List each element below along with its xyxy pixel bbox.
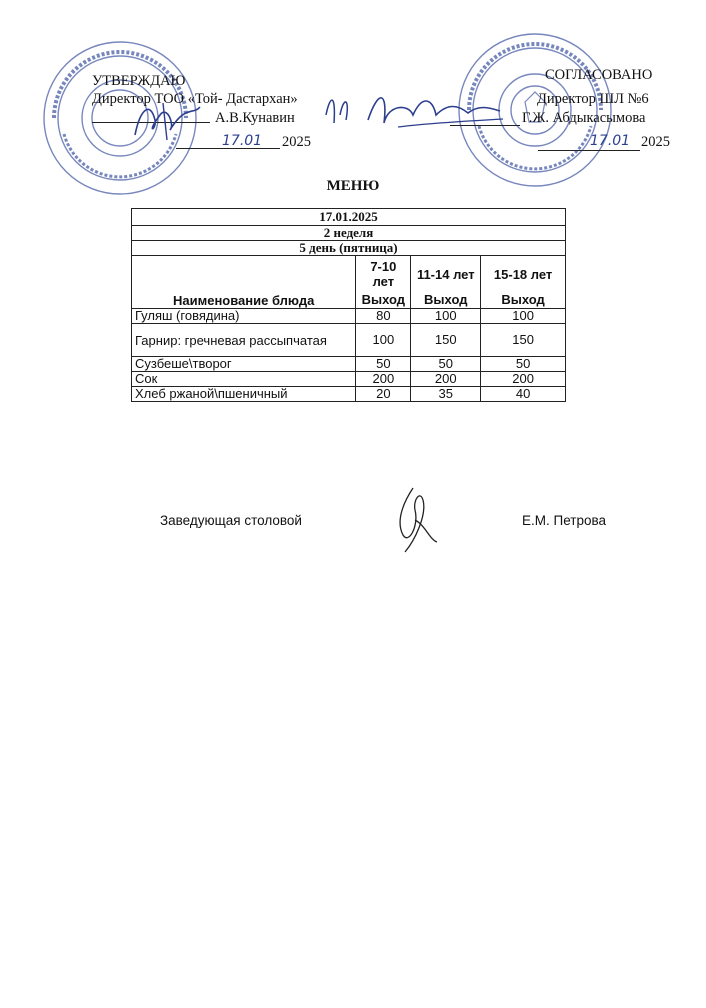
dish-yield: 150 xyxy=(481,324,566,357)
table-date: 17.01.2025 xyxy=(132,209,566,226)
approve-name: А.В.Кунавин xyxy=(215,110,295,126)
agree-signature-line xyxy=(450,125,520,126)
table-row-week xyxy=(132,226,566,241)
dish-yield: 100 xyxy=(356,324,411,357)
dish-yield: 50 xyxy=(356,357,411,372)
dish-yield: 20 xyxy=(356,387,411,402)
menu-table xyxy=(131,208,566,402)
dish-yield: 35 xyxy=(411,387,481,402)
agree-position: Директор ШЛ №6 xyxy=(537,91,649,107)
age-group-header: 11-14 лет xyxy=(411,256,481,293)
dish-header: Наименование блюда xyxy=(132,256,356,309)
table-week: 2 неделя xyxy=(132,226,566,241)
table-row xyxy=(132,372,566,387)
signature-left-icon xyxy=(115,95,205,145)
dish-yield: 150 xyxy=(411,324,481,357)
agree-heading: СОГЛАСОВАНО xyxy=(545,67,653,83)
dish-yield: 200 xyxy=(356,372,411,387)
table-row xyxy=(132,387,566,402)
dish-yield: 40 xyxy=(481,387,566,402)
yield-header: Выход xyxy=(481,293,566,309)
yield-header: Выход xyxy=(411,293,481,309)
signature-middle-icon xyxy=(318,85,508,135)
signature-footer-icon xyxy=(375,480,455,560)
dish-yield: 100 xyxy=(411,309,481,324)
footer-name: Е.М. Петрова xyxy=(522,513,606,528)
table-row xyxy=(132,357,566,372)
dish-yield: 200 xyxy=(481,372,566,387)
table-row xyxy=(132,324,566,357)
age-group-header: 15-18 лет xyxy=(481,256,566,293)
dish-yield: 80 xyxy=(356,309,411,324)
approve-date-handwritten: 17.01 xyxy=(222,133,263,149)
agree-date-handwritten: 17.01 xyxy=(590,133,631,149)
dish-name: Хлеб ржаной\пшеничный xyxy=(132,387,356,402)
page-title: МЕНЮ xyxy=(326,178,380,194)
table-row-date xyxy=(132,209,566,226)
agree-name: Г.Ж. Абдыкасымова xyxy=(522,110,646,126)
dish-name: Гуляш (говядина) xyxy=(132,309,356,324)
yield-header: Выход xyxy=(356,293,411,309)
approve-position: Директор ТОО «Той- Дастархан» xyxy=(92,91,298,107)
dish-yield: 200 xyxy=(411,372,481,387)
table-row-day xyxy=(132,241,566,256)
dish-yield: 50 xyxy=(411,357,481,372)
approve-heading: УТВЕРЖДАЮ xyxy=(92,73,186,89)
agree-date-line xyxy=(538,150,640,151)
table-day: 5 день (пятница) xyxy=(132,241,566,256)
dish-name: Сузбеше\творог xyxy=(132,357,356,372)
dish-name: Гарнир: гречневая рассыпчатая xyxy=(132,324,356,357)
dish-name: Сок xyxy=(132,372,356,387)
dish-yield: 100 xyxy=(481,309,566,324)
agree-year: 2025 xyxy=(641,134,670,150)
footer-position: Заведующая столовой xyxy=(160,513,302,528)
table-header-ages xyxy=(132,256,566,293)
dish-yield: 50 xyxy=(481,357,566,372)
table-row xyxy=(132,309,566,324)
age-group-header: 7-10 лет xyxy=(356,256,411,293)
approve-year: 2025 xyxy=(282,134,311,150)
